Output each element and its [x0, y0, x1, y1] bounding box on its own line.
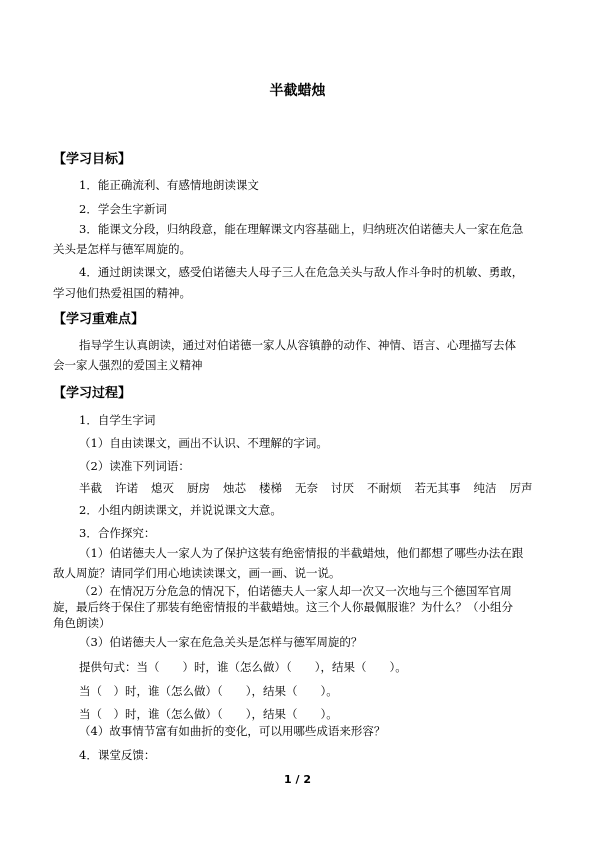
process-step-1b: （2）读准下列词语： — [79, 459, 190, 473]
sentence-pattern-3: 当（ ）时，谁（怎么做）（ ），结果（ ）。 — [79, 707, 338, 721]
question-1-line-1: （1）伯诺德夫人一家人为了保护这装有绝密情报的半截蜡烛，他们都想了哪些办法在跟 — [79, 546, 524, 560]
vocab-word: 厉声 — [509, 481, 533, 495]
process-step-1: 1．自学生字词 — [79, 413, 156, 427]
question-4: （4）故事情节富有如曲折的变化，可以用哪些成语来形容？ — [79, 724, 386, 738]
goal-item-1: 1．能正确流利、有感情地朗读课文 — [79, 178, 259, 192]
heading-learning-goals: 【学习目标】 — [53, 152, 132, 167]
process-step-3: 3．合作探究： — [79, 526, 156, 540]
heading-key-points: 【学习重难点】 — [53, 312, 145, 327]
page-number: 1 / 2 — [284, 773, 311, 786]
vocab-word: 厨房 — [187, 481, 210, 495]
key-points-line-2: 会一家人强烈的爱国主义精神 — [53, 358, 203, 372]
question-2-line-1: （2）在情况万分危急的情况下，伯诺德夫人一家人却一次又一次地与三个德国军官周 — [79, 584, 512, 598]
question-2-line-2: 旋，最后终于保住了那装有绝密情报的半截蜡烛。这三个人你最佩服谁？为什么？（小组分 — [53, 600, 513, 614]
sentence-pattern-2: 当（ ）时，谁（怎么做）（ ），结果（ ）。 — [79, 684, 338, 698]
question-1-line-2: 敌人周旋？请同学们用心地读读课文，画一画、说一说。 — [53, 566, 341, 580]
vocabulary-list — [79, 480, 533, 496]
vocab-word: 烛芯 — [223, 481, 246, 495]
vocab-word: 半截 — [79, 481, 102, 495]
vocab-word: 若无其事 — [414, 481, 461, 495]
question-2-line-3: 角色朗读） — [53, 616, 111, 630]
goal-item-2: 2．学会生字新词 — [79, 202, 167, 216]
vocab-word: 许诺 — [115, 481, 138, 495]
question-3: （3）伯诺德夫人一家在危急关头是怎样与德军周旋的？ — [79, 635, 363, 649]
key-points-line-1: 指导学生认真朗读，通过对伯诺德一家人从容镇静的动作、神情、语言、心理描写去体 — [79, 338, 516, 352]
document-title: 半截蜡烛 — [269, 83, 326, 99]
goal-item-4-line-2: 学习他们热爱祖国的精神。 — [53, 286, 191, 300]
vocab-word: 熄灭 — [151, 481, 174, 495]
goal-item-4-line-1: 4．通过朗读课文，感受伯诺德夫人母子三人在危急关头与敌人作斗争时的机敏、勇敢， — [79, 265, 524, 279]
goal-item-3-line-1: 3．能课文分段，归纳段意，能在理解课文内容基础上，归纳班次伯诺德夫人一家在危急 — [79, 222, 524, 236]
process-step-2: 2．小组内朗读课文，并说说课文大意。 — [79, 503, 282, 517]
heading-learning-process: 【学习过程】 — [53, 386, 132, 401]
vocab-word: 无奈 — [295, 481, 318, 495]
goal-item-3-line-2: 关头是怎样与德军周旋的。 — [53, 242, 191, 256]
vocab-word: 楼梯 — [259, 481, 282, 495]
process-step-1a: （1）自由读课文，画出不认识、不理解的字词。 — [79, 436, 328, 450]
process-step-4: 4．课堂反馈： — [79, 748, 156, 762]
vocab-word: 纯洁 — [473, 481, 497, 495]
sentence-pattern-1: 提供句式：当（ ）时，谁（怎么做）（ ），结果（ ）。 — [79, 660, 407, 674]
vocab-word: 不耐烦 — [367, 481, 402, 495]
vocab-word: 讨厌 — [331, 481, 354, 495]
